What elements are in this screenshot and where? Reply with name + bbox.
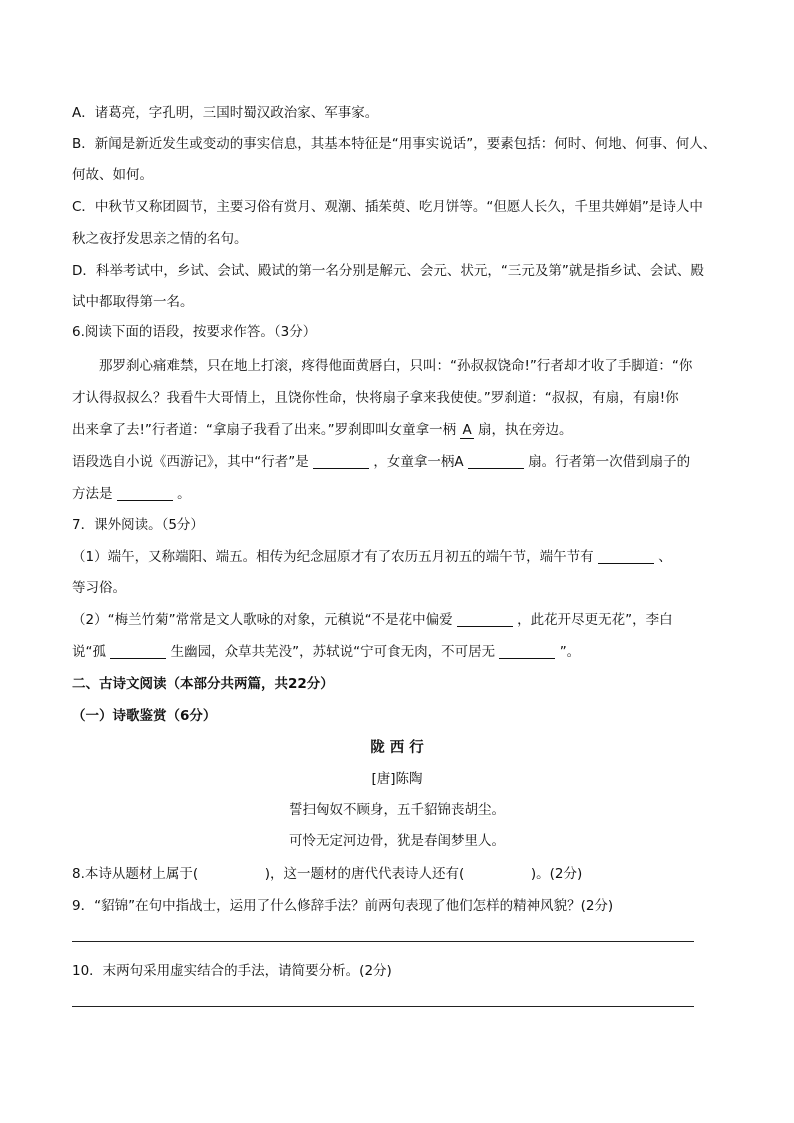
q8-text-2: )，这一题材的唐代代表诗人还有( — [264, 866, 465, 882]
passage-line-3-text: 出来拿了去!”行者道：“拿扇子我看了出来。”罗刹即叫女童拿一柄 — [72, 422, 457, 438]
q7-1-comma: 、 — [658, 549, 672, 565]
answer-blank-flower[interactable] — [457, 611, 513, 627]
passage-line-1: 那罗刹心痛难禁，只在地上打滚，疼得他面黄唇白，只叫：“孙叔叔饶命!”行者却才收了手脚道：“你 — [99, 358, 693, 374]
answer-blank-a[interactable] — [468, 453, 524, 469]
question-7-2-line2 — [72, 642, 580, 662]
question-7-1-line1 — [72, 547, 672, 567]
option-c-line1: C．中秋节又称团圆节，主要习俗有赏月、观潮、插茱萸、吃月饼等。“但愿人长久，千里共婵娟”是诗人中 — [72, 199, 703, 215]
answer-line-q9[interactable] — [72, 941, 694, 942]
question-6-task-line2 — [72, 484, 191, 504]
answer-blank-xingzhe[interactable] — [313, 453, 369, 469]
q7-2-text: （2）“梅兰竹菊”常常是文人歌咏的对象，元稹说“不是花中偏爱 — [72, 612, 453, 628]
task-text-2: ，女童拿一柄A — [373, 454, 464, 470]
question-8 — [72, 864, 582, 884]
option-c-line2: 秋之夜抒发思亲之情的名句。 — [72, 231, 248, 247]
underlined-mark-a: A — [462, 422, 472, 438]
option-b-line1: B．新闻是新近发生或变动的事实信息，其基本特征是“用事实说话”，要素包括：何时、何地、何事、何人、 — [72, 136, 717, 152]
q7-2-text-end: ，此花开尽更无花”，李白 — [517, 612, 673, 628]
q7-3-text: 说“孤 — [72, 644, 106, 660]
passage-line-3 — [72, 420, 573, 440]
question-7-1-line2: 等习俗。 — [72, 580, 126, 596]
question-10: 10．末两句采用虚实结合的手法，请简要分析。(2分) — [72, 963, 392, 979]
question-6-heading: 6.阅读下面的语段，按要求作答。（3分） — [72, 324, 317, 340]
poem-line-1: 誓扫匈奴不顾身，五千貂锦丧胡尘。 — [289, 802, 505, 818]
option-b-line2: 何故、如何。 — [72, 167, 153, 183]
task-text-5: 。 — [177, 486, 191, 502]
task-text-1: 语段选自小说《西游记》，其中“行者”是 — [72, 454, 309, 470]
q8-text-1: 8.本诗从题材上属于( — [72, 866, 199, 882]
passage-line-3-end: 扇，执在旁边。 — [478, 422, 573, 438]
answer-blank-method[interactable] — [117, 485, 173, 501]
section-2-title: 二、古诗文阅读（本部分共两篇，共22分） — [72, 676, 334, 692]
answer-line-q10[interactable] — [72, 1006, 694, 1007]
poem-title: 陇 西 行 — [370, 740, 424, 756]
poem-author: [唐]陈陶 — [371, 771, 423, 787]
passage-line-2: 才认得叔叔么？我看牛大哥情上，且饶你性命，快将扇子拿来我使使。”罗刹道：“叔叔，有扇，有扇!你 — [72, 390, 679, 406]
question-7-2-line1 — [72, 610, 673, 630]
answer-blank-customs[interactable] — [598, 548, 654, 564]
question-9: 9．“貂锦”在句中指战士，运用了什么修辞手法？前两句表现了他们怎样的精神风貌？(2分) — [72, 898, 614, 914]
poem-line-2: 可怜无定河边骨，犹是春闺梦里人。 — [289, 833, 505, 849]
q7-3-text-mid: 生幽园，众草共芜没”，苏轼说“宁可食无肉，不可居无 — [170, 644, 496, 660]
answer-blank-bamboo[interactable] — [499, 643, 555, 659]
q7-3-text-end: ”。 — [559, 644, 581, 660]
option-d-line2: 试中都取得第一名。 — [72, 294, 194, 310]
question-6-task-line1 — [72, 452, 690, 472]
answer-blank-orchid[interactable] — [110, 643, 166, 659]
question-7-heading: 7．课外阅读。（5分） — [72, 517, 204, 533]
q7-1-text: （1）端午，又称端阳、端五。相传为纪念屈原才有了农历五月初五的端午节，端午节有 — [72, 549, 594, 565]
section-2-subtitle: （一）诗歌鉴赏（6分） — [72, 708, 217, 724]
option-a: A．诸葛亮，字孔明，三国时蜀汉政治家、军事家。 — [72, 105, 379, 121]
option-d-line1: D．科举考试中，乡试、会试、殿试的第一名分别是解元、会元、状元，“三元及第”就是指乡试、会试、殿 — [72, 263, 704, 279]
q8-text-3: )。(2分) — [530, 866, 583, 882]
task-text-4: 方法是 — [72, 486, 113, 502]
task-text-3: 扇。行者第一次借到扇子的 — [528, 454, 691, 470]
